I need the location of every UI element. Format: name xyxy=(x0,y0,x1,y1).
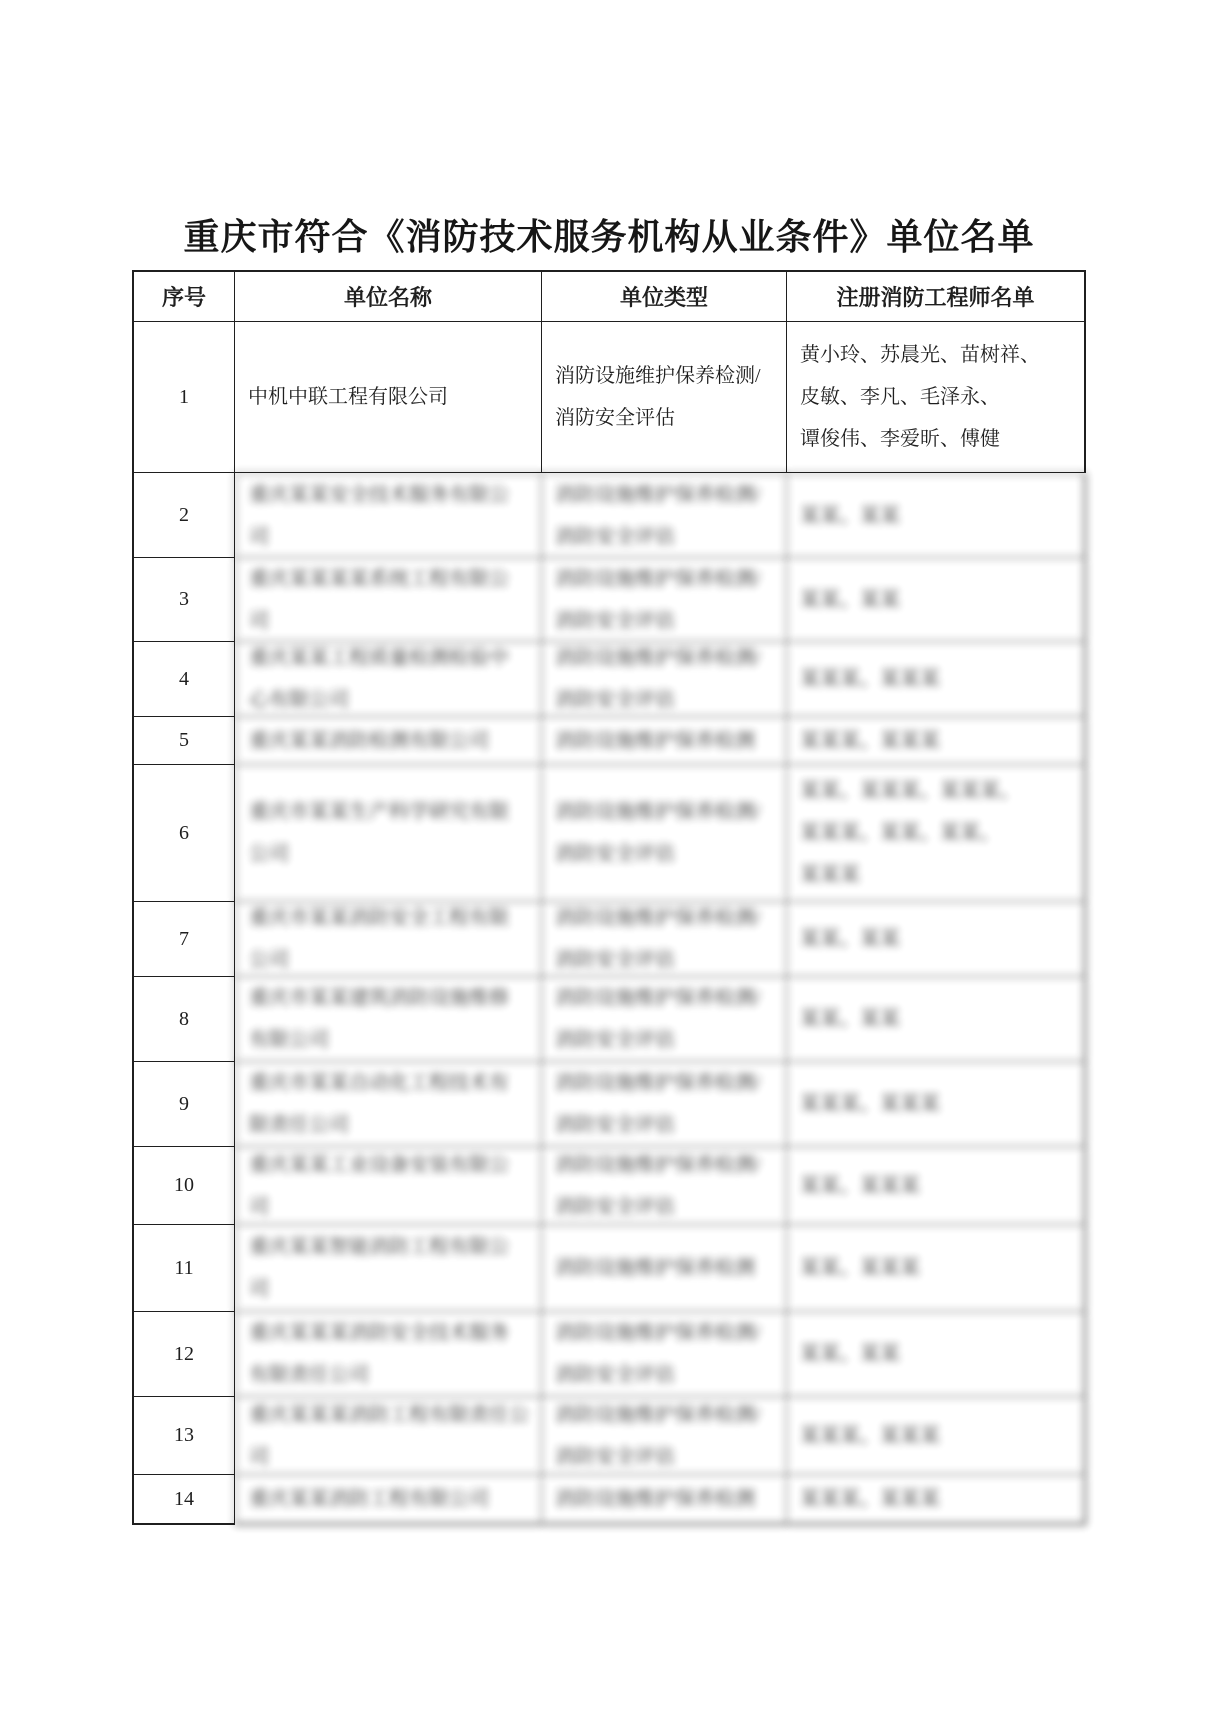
text-line: 某某某、某某某 xyxy=(800,1093,940,1115)
engineers-cell-redacted xyxy=(787,1062,1086,1147)
text-line: 司 xyxy=(249,1195,269,1218)
row-number-cell: 1 xyxy=(132,322,235,473)
text-line: 某某、某某 xyxy=(800,1343,900,1365)
unit-type-cell-redacted xyxy=(542,902,787,977)
text-line: 某某、某某某 xyxy=(800,1174,920,1197)
unit-type-cell-redacted xyxy=(542,977,787,1062)
unit-type-cell-redacted xyxy=(542,473,787,558)
unit-name-cell-redacted xyxy=(235,473,542,558)
text-line: 司 xyxy=(249,1445,269,1468)
engineers-cell-redacted xyxy=(787,1475,1086,1525)
text-line: 消防安全评估 xyxy=(555,609,675,632)
text-line: 限责任公司 xyxy=(249,1114,349,1136)
engineers-cell-redacted xyxy=(787,558,1086,642)
text-line: 某某、某某 xyxy=(800,1008,900,1030)
text-line: 某某某、某某某 xyxy=(800,1488,940,1510)
text-line: 消防设施维护保养检测/ xyxy=(555,1072,761,1094)
text-line: 某某某 xyxy=(800,864,860,886)
text-line: 有限公司 xyxy=(249,1029,329,1051)
unit-name-cell-redacted xyxy=(235,717,542,765)
unit-name-cell-redacted xyxy=(235,1475,542,1525)
unit-type-cell-redacted xyxy=(542,1475,787,1525)
engineers-cell-redacted xyxy=(787,977,1086,1062)
text-line: 某某某、某某某 xyxy=(800,668,940,690)
text-line: 公司 xyxy=(249,843,289,865)
text-line: 重庆某某安全技术服务有限公 xyxy=(249,483,509,506)
engineers-cell xyxy=(787,322,1086,473)
text-line: 某某某、某某某 xyxy=(800,1424,940,1447)
text-line: 消防设施维护保养检测/ xyxy=(555,365,761,387)
row-number-cell: 2 xyxy=(132,473,235,558)
unit-name-cell xyxy=(235,322,542,473)
text-line: 消防设施维护保养检测/ xyxy=(555,1322,761,1344)
text-line: 消防设施维护保养检测/ xyxy=(555,801,761,823)
text-line: 消防安全评估 xyxy=(555,1114,675,1136)
text-line: 某某、某某 xyxy=(800,928,900,950)
unit-type-cell-redacted xyxy=(542,1062,787,1147)
text-line: 消防安全评估 xyxy=(555,407,675,429)
unit-type-cell-redacted xyxy=(542,765,787,902)
row-number-cell: 6 xyxy=(132,765,235,902)
text-line: 消防设施维护保养检测 xyxy=(555,1488,755,1510)
text-line: 某某、某某某、某某某、 xyxy=(800,780,1020,802)
unit-name-cell-redacted xyxy=(235,1397,542,1475)
text-line: 消防安全评估 xyxy=(555,949,675,971)
unit-type-cell-redacted xyxy=(542,1312,787,1397)
engineers-cell-redacted xyxy=(787,717,1086,765)
text-line: 重庆某某某消防工程有限责任公 xyxy=(249,1403,529,1426)
text-line: 重庆某某工程质量检测检验中 xyxy=(249,647,509,669)
unit-type-cell xyxy=(542,322,787,473)
text-line: 司 xyxy=(249,1278,269,1300)
row-number-cell: 11 xyxy=(132,1225,235,1312)
text-line: 消防安全评估 xyxy=(555,1029,675,1051)
text-line: 消防设施维护保养检测/ xyxy=(555,1153,761,1176)
units-table xyxy=(132,270,1086,1525)
engineers-cell-redacted xyxy=(787,642,1086,717)
row-number-cell: 3 xyxy=(132,558,235,642)
text-line: 某某某、某某某 xyxy=(800,729,940,752)
engineers-cell-redacted xyxy=(787,1147,1086,1225)
text-line: 消防设施维护保养检测/ xyxy=(555,483,761,506)
text-line: 重庆某某智能消防工程有限公 xyxy=(249,1236,509,1258)
unit-type-cell-redacted xyxy=(542,717,787,765)
unit-name-cell-redacted xyxy=(235,1225,542,1312)
text-line: 皮敏、李凡、毛泽永、 xyxy=(800,386,1000,408)
text-line: 消防设施维护保养检测/ xyxy=(555,907,761,929)
engineers-cell-redacted xyxy=(787,765,1086,902)
text-line: 重庆某某某某系统工程有限公 xyxy=(249,567,509,590)
text-line: 重庆某某某消防安全技术服务 xyxy=(249,1322,509,1344)
text-line: 重庆某某消防工程有限公司 xyxy=(249,1488,489,1510)
text-line: 消防安全评估 xyxy=(555,1195,675,1218)
text-line: 黄小玲、苏晨光、苗树祥、 xyxy=(800,344,1040,366)
text-line: 司 xyxy=(249,525,269,548)
engineers-cell-redacted xyxy=(787,1397,1086,1475)
text-line: 心有限公司 xyxy=(249,689,349,711)
engineers-cell-redacted xyxy=(787,1225,1086,1312)
unit-type-cell-redacted xyxy=(542,1397,787,1475)
row-number-cell: 10 xyxy=(132,1147,235,1225)
row-number-cell: 7 xyxy=(132,902,235,977)
text-line: 某某、某某 xyxy=(800,588,900,611)
row-number-cell: 12 xyxy=(132,1312,235,1397)
text-line: 重庆市某某生产科学研究有限 xyxy=(249,801,509,823)
row-number-cell: 14 xyxy=(132,1475,235,1525)
text-line: 消防设施维护保养检测 xyxy=(555,729,755,752)
unit-name-cell-redacted xyxy=(235,902,542,977)
unit-name-cell-redacted xyxy=(235,1312,542,1397)
unit-type-cell-redacted xyxy=(542,1225,787,1312)
row-number-cell: 5 xyxy=(132,717,235,765)
text-line: 消防设施维护保养检测 xyxy=(555,1257,755,1279)
text-line: 消防安全评估 xyxy=(555,843,675,865)
unit-type-cell-redacted xyxy=(542,1147,787,1225)
text-line: 重庆市某某建筑消防设施维修 xyxy=(249,987,509,1009)
row-number-cell: 4 xyxy=(132,642,235,717)
text-line: 某某某、某某、某某、 xyxy=(800,822,1000,844)
text-line: 消防安全评估 xyxy=(555,525,675,548)
page-title: 重庆市符合《消防技术服务机构从业条件》单位名单 xyxy=(183,216,1035,257)
text-line: 重庆某某消防检测有限公司 xyxy=(249,729,489,752)
text-line: 消防安全评估 xyxy=(555,689,675,711)
text-line: 消防安全评估 xyxy=(555,1364,675,1386)
column-header-name: 单位名称 xyxy=(235,270,542,322)
column-header-type: 单位类型 xyxy=(542,270,787,322)
unit-type-cell-redacted xyxy=(542,642,787,717)
text-line: 消防设施维护保养检测/ xyxy=(555,1403,761,1426)
text-line: 重庆某某工业设备安装有限公 xyxy=(249,1153,509,1176)
text-line: 重庆市某某消防安全工程有限 xyxy=(249,907,509,929)
row-number-cell: 8 xyxy=(132,977,235,1062)
text-line: 中机中联工程有限公司 xyxy=(248,386,448,408)
unit-name-cell-redacted xyxy=(235,642,542,717)
unit-name-cell-redacted xyxy=(235,977,542,1062)
text-line: 谭俊伟、李爱昕、傅健 xyxy=(800,428,1000,450)
row-number-cell: 9 xyxy=(132,1062,235,1147)
text-line: 某某、某某某 xyxy=(800,1257,920,1279)
engineers-cell-redacted xyxy=(787,473,1086,558)
text-line: 有限责任公司 xyxy=(249,1364,369,1386)
unit-type-cell-redacted xyxy=(542,558,787,642)
unit-name-cell-redacted xyxy=(235,1147,542,1225)
unit-name-cell-redacted xyxy=(235,1062,542,1147)
text-line: 司 xyxy=(249,609,269,632)
column-header-no: 序号 xyxy=(132,270,235,322)
text-line: 重庆市某某自动化工程技术有 xyxy=(249,1072,509,1094)
text-line: 消防设施维护保养检测/ xyxy=(555,987,761,1009)
engineers-cell-redacted xyxy=(787,902,1086,977)
unit-name-cell-redacted xyxy=(235,765,542,902)
unit-name-cell-redacted xyxy=(235,558,542,642)
row-number-cell: 13 xyxy=(132,1397,235,1475)
engineers-cell-redacted xyxy=(787,1312,1086,1397)
text-line: 公司 xyxy=(249,949,289,971)
column-header-engineers: 注册消防工程师名单 xyxy=(787,270,1086,322)
text-line: 消防安全评估 xyxy=(555,1445,675,1468)
text-line: 消防设施维护保养检测/ xyxy=(555,647,761,669)
text-line: 某某、某某 xyxy=(800,504,900,527)
text-line: 消防设施维护保养检测/ xyxy=(555,567,761,590)
